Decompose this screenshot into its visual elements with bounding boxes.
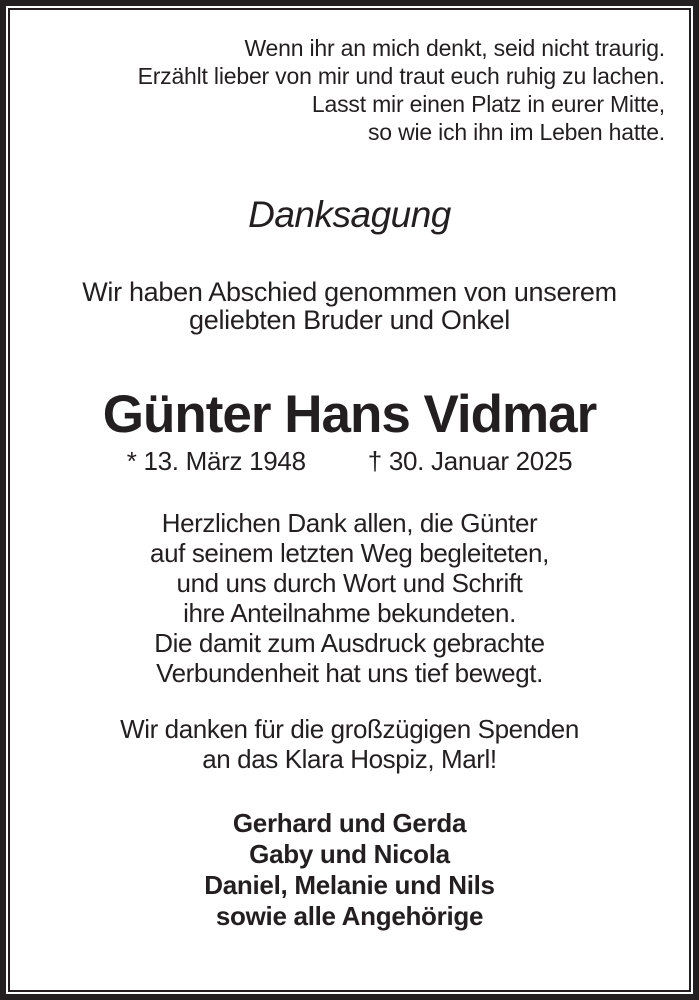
- farewell-intro: [20, 278, 679, 334]
- notice-heading: Danksagung: [248, 194, 451, 235]
- donation-note: [20, 714, 679, 774]
- death-date: † 30. Januar 2025: [367, 446, 573, 476]
- deceased-name: Günter Hans Vidmar: [102, 385, 597, 444]
- poem-line: so wie ich ihn im Leben hatte.: [367, 119, 665, 145]
- family-line: Gaby und Nicola: [249, 839, 450, 869]
- donation-line: Wir danken für die großzügigen Spenden: [120, 714, 579, 744]
- birth-date: * 13. März 1948: [126, 446, 306, 476]
- life-dates: [20, 446, 679, 476]
- poem-line: Erzählt lieber von mir und traut euch ruhig zu lachen.: [137, 63, 665, 89]
- family-signatures: [20, 808, 679, 932]
- thanks-line: und uns durch Wort und Schrift: [176, 568, 523, 598]
- family-line: Daniel, Melanie und Nils: [204, 870, 495, 900]
- thanks-line: Herzlichen Dank allen, die Günter: [161, 508, 538, 538]
- poem-line: Wenn ihr an mich denkt, seid nicht traurig.: [244, 35, 665, 61]
- inner-border-frame: [8, 8, 691, 992]
- donation-line: an das Klara Hospiz, Marl!: [202, 744, 497, 774]
- thanks-line: Die damit zum Ausdruck gebrachte: [154, 628, 545, 658]
- memorial-poem: [20, 34, 679, 146]
- notice-content: [10, 34, 689, 992]
- family-line: sowie alle Angehörige: [215, 901, 484, 931]
- intro-line: Wir haben Abschied genommen von unserem: [82, 277, 617, 307]
- family-line: Gerhard und Gerda: [232, 808, 467, 838]
- thanks-line: ihre Anteilnahme bekundeten.: [183, 598, 516, 628]
- thanks-line: Verbundenheit hat uns tief bewegt.: [156, 658, 543, 688]
- thanks-line: auf seinem letzten Weg begleiteten,: [150, 538, 549, 568]
- intro-line: geliebten Bruder und Onkel: [189, 305, 510, 335]
- thanks-paragraph: [20, 508, 679, 688]
- poem-line: Lasst mir einen Platz in eurer Mitte,: [311, 91, 665, 117]
